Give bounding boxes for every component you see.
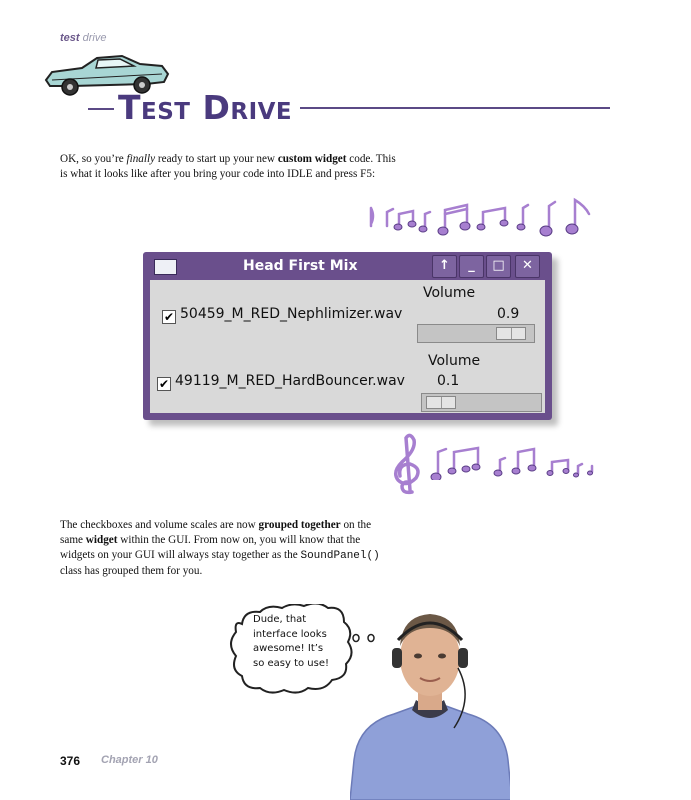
title-rule-left: [88, 108, 114, 110]
checkbox-checked-icon[interactable]: ✔: [163, 310, 175, 324]
page-title: Test Drive: [118, 88, 293, 127]
body-paragraph: [60, 518, 420, 579]
slider-thumb-2[interactable]: [426, 396, 456, 409]
sound-file-label-1: 50459_M_RED_Nephlimizer.wav: [180, 306, 403, 322]
volume-value-1: 0.9: [497, 306, 520, 322]
maximize-icon[interactable]: □: [486, 255, 511, 278]
window-body: [150, 280, 545, 413]
window-titlebar[interactable]: [143, 252, 552, 280]
intro-line-1: OK, so you’re finally ready to start up your new custom widget code. This: [60, 153, 396, 165]
body-line-1: The checkboxes and volume scales are now grouped together on the: [60, 519, 372, 531]
head-first-mix-window: [143, 252, 552, 420]
window-menu-icon[interactable]: [154, 259, 177, 275]
bubble-line-4: so easy to use!: [253, 657, 330, 669]
sound-file-label-2: 49119_M_RED_HardBouncer.wav: [175, 373, 405, 389]
checkbox-checked-icon[interactable]: ✔: [158, 377, 170, 391]
page-number: 376: [60, 754, 81, 768]
section-label: test drive: [60, 32, 107, 44]
up-arrow-icon[interactable]: ↑: [432, 255, 457, 278]
volume-slider-2[interactable]: [421, 393, 542, 412]
person-with-headphones: [350, 610, 510, 800]
thought-bubble-text: [253, 613, 343, 671]
bubble-line-3: awesome! It’s: [253, 643, 324, 654]
body-line-4: class has grouped them for you.: [60, 565, 203, 577]
body-line-3: widgets on your GUI will always stay together as the SoundPanel(): [60, 549, 380, 562]
window-title: Head First Mix: [243, 258, 358, 274]
bubble-line-1: Dude, that: [253, 614, 307, 625]
volume-slider-1[interactable]: [417, 324, 535, 343]
minimize-icon[interactable]: _: [459, 255, 484, 278]
intro-paragraph: [60, 152, 440, 182]
title-rule-right: [300, 107, 610, 109]
chapter-label: Chapter 10: [101, 754, 158, 766]
volume-label-1: Volume: [423, 285, 476, 301]
bubble-line-2: interface looks: [253, 628, 327, 640]
slider-thumb-1[interactable]: [496, 327, 526, 340]
treble-clef: [390, 432, 430, 496]
volume-value-2: 0.1: [437, 373, 460, 389]
music-notes: [430, 440, 610, 480]
body-line-2: same widget within the GUI. From now on, you will know that the: [60, 534, 361, 546]
intro-line-2: is what it looks like after you bring your code into IDLE and press F5:: [60, 168, 376, 180]
volume-label-2: Volume: [428, 353, 481, 369]
close-icon[interactable]: ✕: [515, 255, 540, 278]
music-notes: [365, 190, 605, 240]
